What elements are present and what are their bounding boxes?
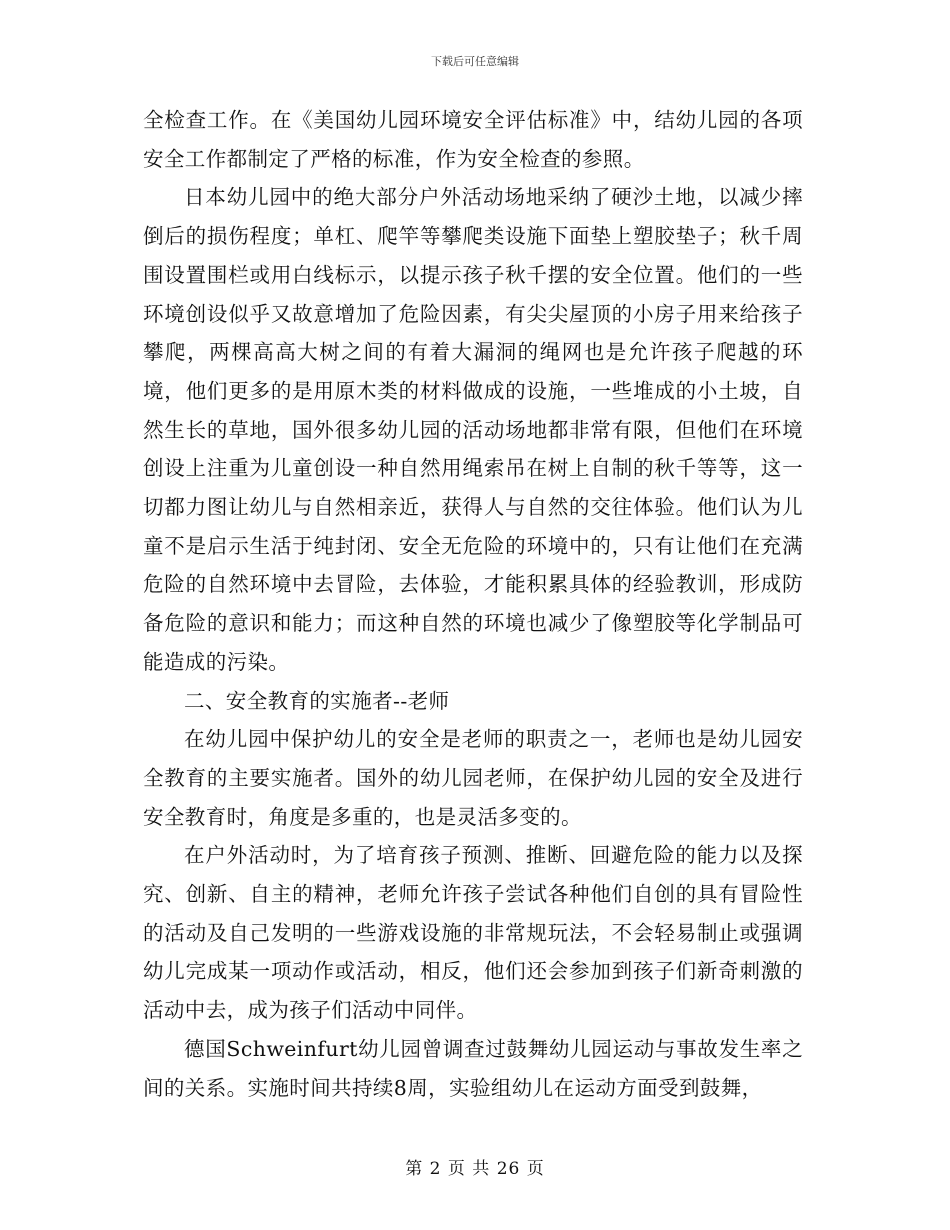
paragraph-3: 在幼儿园中保护幼儿的安全是老师的职责之一，老师也是幼儿园安全教育的主要实施者。国外的幼儿园老师，在保护幼儿园的安全及进行安全教育时，角度是多重的，也是灵活多变的。 xyxy=(143,727,803,829)
page-number-footer: 第 2 页 共 26 页 xyxy=(405,1159,545,1179)
paragraph-1: 全检查工作。在《美国幼儿园环境安全评估标准》中，结幼儿园的各项安全工作都制定了严格的标准，作为安全检查的参照。 xyxy=(143,108,803,171)
section-heading: 二、安全教育的实施者--老师 xyxy=(184,688,450,713)
paragraph-5: 德国Schweinfurt幼儿园曾调查过鼓舞幼儿园运动与事故发生率之间的关系。实施时间共持续8周，实验组幼儿在运动方面受到鼓舞， xyxy=(143,1036,803,1100)
page-header: 下载后可任意编辑 xyxy=(431,55,519,68)
document-body xyxy=(143,101,803,1107)
paragraph-4: 在户外活动时，为了培育孩子预测、推断、回避危险的能力以及探究、创新、自主的精神，老师允许孩子尝试各种他们自创的具有冒险性的活动及自己发明的一些游戏设施的非常规玩法，不会轻易制止或强调幼儿完成某一项动作或活动，相反，他们还会参加到孩子们新奇刺激的活动中去，成为孩子们活动中同伴。 xyxy=(143,843,803,1023)
paragraph-2: 日本幼儿园中的绝大部分户外活动场地采纳了硬沙土地，以减少摔倒后的损伤程度；单杠、爬竿等攀爬类设施下面垫上塑胶垫子；秋千周围设置围栏或用白线标示，以提示孩子秋千摆的安全位置。他们的一些环境创设似乎又故意增加了危险因素，有尖尖屋顶的小房子用来给孩子攀爬，两棵高高大树之间的有着大漏洞的绳网也是允许孩子爬越的环境，他们更多的是用原木类的材料做成的设施，一些堆成的小土坡，自然生长的草地，国外很多幼儿园的活动场地都非常有限，但他们在环境创设上注重为儿童创设一种自然用绳索吊在树上自制的秋千等等，这一切都力图让幼儿与自然相亲近，获得人与自然的交往体验。他们认为儿童不是启示生活于纯封闭、安全无危险的环境中的，只有让他们在充满危险的自然环境中去冒险，去体验，才能积累具体的经验教训，形成防备危险的意识和能力；而这种自然的环境也减少了像塑胶等化学制品可能造成的污染。 xyxy=(143,185,803,674)
